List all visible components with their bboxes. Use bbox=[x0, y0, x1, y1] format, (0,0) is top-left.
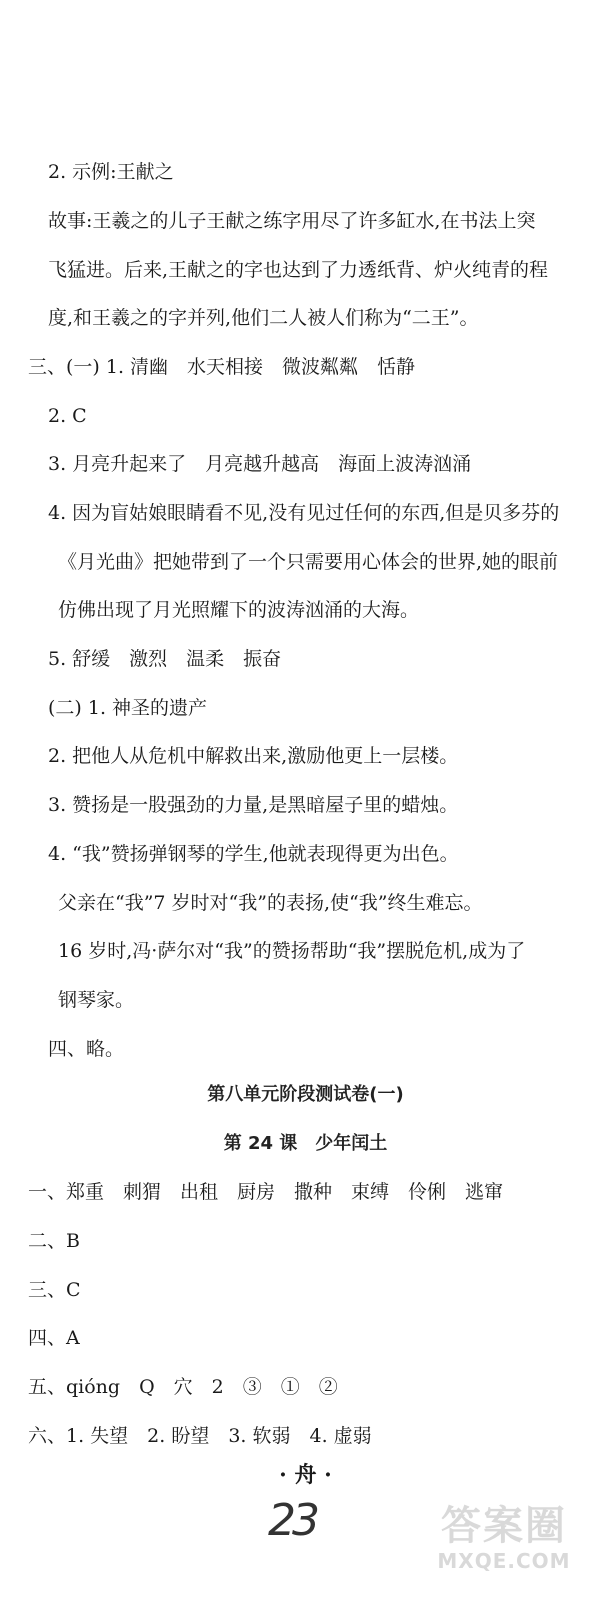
answer-line: 五、qióng Q 穴 2 ③ ① ② bbox=[28, 1376, 338, 1398]
watermark-url: MXQE.COM bbox=[437, 1549, 571, 1573]
answer-line: (二) 1. 神圣的遗产 bbox=[48, 697, 208, 719]
answer-line: 六、1. 失望 2. 盼望 3. 软弱 4. 虚弱 bbox=[28, 1425, 372, 1447]
answer-line: 3. 赞扬是一股强劲的力量,是黑暗屋子里的蜡烛。 bbox=[48, 794, 459, 816]
answer-line: 四、A bbox=[28, 1327, 80, 1349]
answer-line: 3. 月亮升起来了 月亮越升越高 海面上波涛汹涌 bbox=[48, 453, 472, 475]
answer-line: 2. C bbox=[48, 405, 87, 427]
answer-line: 三、C bbox=[28, 1279, 81, 1301]
lesson-heading: 第 24 课 少年闰土 bbox=[223, 1133, 388, 1154]
answer-line: 四、略。 bbox=[48, 1038, 125, 1060]
answer-line: 4. 因为盲姑娘眼睛看不见,没有见过任何的东西,但是贝多芬的 bbox=[48, 502, 560, 524]
answer-line: 2. 示例:王献之 bbox=[48, 161, 174, 183]
handwritten-page-number: 23 bbox=[268, 1495, 316, 1546]
answer-line: 一、郑重 刺猬 出租 厨房 撒种 束缚 伶俐 逃窜 bbox=[28, 1181, 504, 1203]
answer-line: 16 岁时,冯·萨尔对“我”的赞扬帮助“我”摆脱危机,成为了 bbox=[58, 940, 526, 962]
answer-line: 故事:王羲之的儿子王献之练字用尽了许多缸水,在书法上突 bbox=[48, 210, 536, 232]
answer-line: 度,和王羲之的字并列,他们二人被人们称为“二王”。 bbox=[48, 307, 479, 329]
answer-line: 4. “我”赞扬弹钢琴的学生,他就表现得更为出色。 bbox=[48, 843, 459, 865]
answer-line: 三、(一) 1. 清幽 水天相接 微波粼粼 恬静 bbox=[28, 356, 416, 378]
watermark-logo bbox=[409, 1502, 599, 1582]
answer-line: 钢琴家。 bbox=[58, 989, 135, 1011]
unit-test-heading: 第八单元阶段测试卷(一) bbox=[207, 1084, 404, 1105]
page-number-mark: · 舟 · bbox=[279, 1462, 332, 1488]
answer-line: 父亲在“我”7 岁时对“我”的表扬,使“我”终生难忘。 bbox=[58, 892, 483, 914]
answer-line: 仿佛出现了月光照耀下的波涛汹涌的大海。 bbox=[58, 599, 420, 621]
answer-line: 二、B bbox=[28, 1230, 80, 1252]
answer-line: 5. 舒缓 激烈 温柔 振奋 bbox=[48, 648, 282, 670]
answer-line: 2. 把他人从危机中解救出来,激励他更上一层楼。 bbox=[48, 745, 459, 767]
answer-line: 飞猛进。后来,王献之的字也达到了力透纸背、炉火纯青的程 bbox=[48, 259, 549, 281]
watermark-logo-text: 答案圈 bbox=[441, 1503, 567, 1549]
answer-line: 《月光曲》把她带到了一个只需要用心体会的世界,她的眼前 bbox=[58, 551, 559, 573]
